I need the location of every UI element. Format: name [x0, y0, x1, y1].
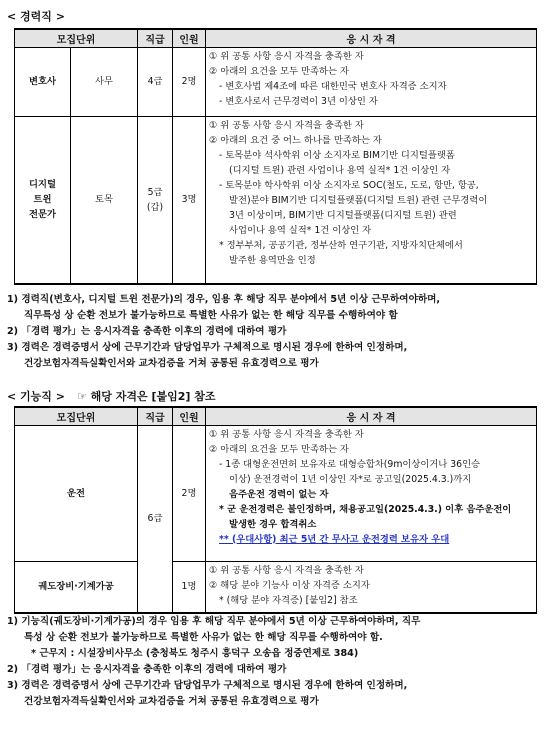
table-row: [15, 116, 537, 284]
header-qualification: 응 시 자 격: [206, 29, 537, 47]
qualification-cell: ① 위 공통 사항 응시 자격을 충족한 자 ② 아래의 요건을 모두 만족하는 자 - 1종 대형운전면허 보유자로 대형승합차(9m이상이거나 36인승 이상) 운전경력이 1년 이상인 자*로 공고일(2025.4.3.)까지 음주운전 경력이 없는 자 * 군 운전경력은 불인정하며, 채용공고일(2025.4.3.) 이후 음주운전이 발생한 경우 합격취소 ** (우대사항) 최근 5년 간 무사고 운전경력 보유자 우대: [206, 425, 537, 561]
section-title-technical: < 기능직 > ☞ 해당 자격은 [붙임2] 참조: [7, 390, 216, 403]
experienced-notes: 1) 경력직(변호사, 디지털 트윈 전문가)의 경우, 임용 후 해당 직무 분야에서 5년 이상 근무하여야하며, 직무특성 상 순환 전보가 불가능하므로 특별한 사유가 없는 한 해당 직무를 수행하여야 함 2) 「경력 평가」는 응시자격을 충족한 이후의 경력에 대하여 평가 3) 경력은 경력증명서 상에 근무기간과 담당업무가 구체적으로 명시된 경우에 한하여 인정하며, 건강보험자격득실확인서와 교차검증을 거쳐 공통된 유효경력으로 평가: [7, 294, 441, 369]
unit-cell: 궤도장비·기계가공: [15, 561, 138, 613]
technical-notes: 1) 기능직(궤도장비·기계가공)의 경우 임용 후 해당 직무 분야에서 5년 이상 근무하여야하며, 직무 특성 상 순환 전보가 불가능하므로 특별한 사유가 없는 한 해당 직무를 수행하여야 함. * 근무지 : 시설장비사무소 (충청북도 청주시 흥덕구 오송읍 정중연제로 384) 2) 「경력 평가」는 응시자격을 충족한 이후의 경력에 대하여 평가 3) 경력은 경력증명서 상에 근무기간과 담당업무가 구체적으로 명시된 경우에 한하여 인정하며, 건강보험자격득실확인서와 교차검증을 거쳐 공통된 유효경력으로 평가: [7, 616, 421, 707]
qualification-cell: ① 위 공통 사항 응시 자격을 충족한 자 ② 아래의 요건 중 어느 하나를 만족하는 자 - 토목분야 석사학위 이상 소지자로 BIM기반 디지털플랫폼 (디지털 트윈) 관련 사업이나 용역 실적* 1건 이상인 자 - 토목분야 학사학위 이상 소지자로 SOC(철도, 도로, 항만, 항공, 발전)분야 BIM기반 디지털플랫폼(디지털 트윈) 관련 근무경력이 3년 이상이며, BIM기반 디지털플랫폼(디지털 트윈) 관련 사업이나 용역 실적* 1건 이상인 자 * 정부부처, 공공기관, 정부산하 연구기관, 지방자치단체에서 발주한 용역만을 인정: [206, 116, 537, 284]
count-cell: 2명: [173, 425, 206, 561]
count-cell: 1명: [173, 561, 206, 613]
qualification-cell: ① 위 공통 사항 응시 자격을 충족한 자 ② 아래의 요건을 모두 만족하는 자 - 변호사법 제4조에 따른 대한민국 변호사 자격증 소지자 - 변호사로서 근무경력이 3년 이상인 자: [206, 47, 537, 116]
field-cell: 사무: [71, 47, 138, 116]
section-title-experienced: < 경력직 >: [7, 10, 65, 23]
header-unit: 모집단위: [15, 407, 138, 425]
field-cell: 토목: [71, 116, 138, 284]
technical-table: [14, 406, 537, 614]
count-cell: 3명: [173, 116, 206, 284]
header-grade: 직급: [138, 407, 173, 425]
grade-cell: 5급(갑): [138, 116, 173, 284]
table-row: [15, 425, 537, 561]
appendix-reference: ☞ 해당 자격은 [붙임2] 참조: [76, 390, 216, 403]
header-count: 인원: [173, 407, 206, 425]
experienced-table: [14, 28, 537, 285]
header-unit: 모집단위: [15, 29, 138, 47]
count-cell: 2명: [173, 47, 206, 116]
grade-cell: 6급: [138, 425, 173, 613]
unit-cell: 디지털 트윈 전문가: [15, 116, 71, 284]
header-qualification: 응 시 자 격: [206, 407, 537, 425]
unit-cell: 운전: [15, 425, 138, 561]
header-grade: 직급: [138, 29, 173, 47]
grade-cell: 4급: [138, 47, 173, 116]
unit-cell: 변호사: [15, 47, 71, 116]
table-row: [15, 561, 537, 613]
preference-note: ** (우대사항) 최근 5년 간 무사고 운전경력 보유자 우대: [219, 533, 450, 545]
table-row: [15, 47, 537, 116]
qualification-cell: ① 위 공통 사항 응시 자격을 충족한 자 ② 해당 분야 기능사 이상 자격증 소지자 * (해당 분야 자격증) [붙임2] 참조: [206, 561, 537, 613]
header-count: 인원: [173, 29, 206, 47]
